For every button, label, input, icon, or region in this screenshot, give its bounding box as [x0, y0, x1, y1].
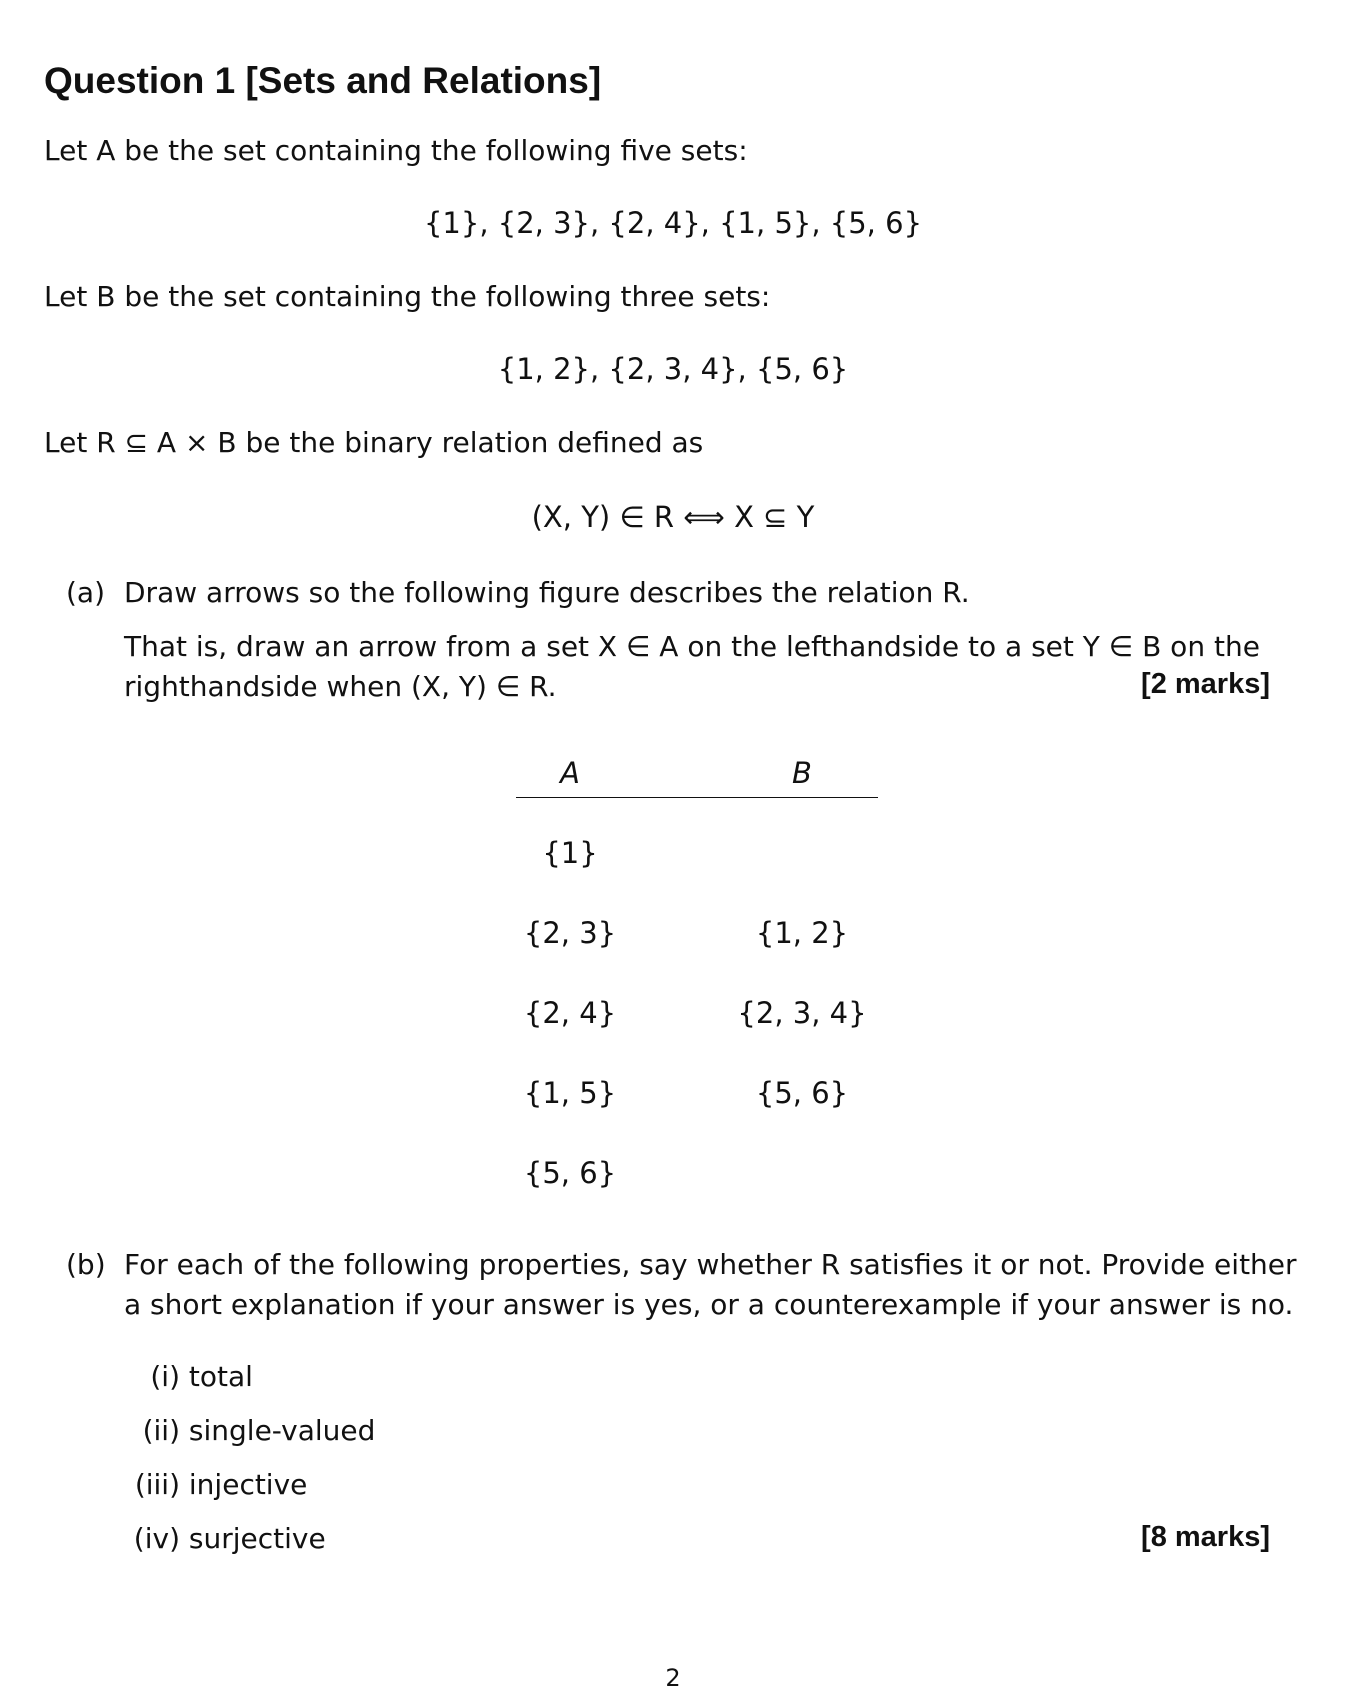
figure-header-a: A: [560, 756, 580, 790]
property-number: (iv): [133, 1522, 180, 1555]
left-set-item: {5, 6}: [523, 1156, 617, 1190]
left-set-item: {2, 4}: [523, 996, 617, 1030]
part-a-line2: That is, draw an arrow from a set X ∈ A on the lefthandside to a set Y ∈ B on the: [124, 630, 1260, 663]
figure-header-rule: [516, 797, 878, 798]
relation-definition: (X, Y) ∈ R ⟺ X ⊆ Y: [531, 500, 815, 534]
right-set-item: {1, 2}: [755, 916, 849, 950]
property-item: [110, 1360, 253, 1393]
page-number: 2: [665, 1664, 681, 1692]
property-text: surjective: [188, 1522, 326, 1555]
property-item: [110, 1414, 375, 1447]
part-a-line1: Draw arrows so the following figure describes the relation R.: [124, 576, 970, 609]
part-a-marks: [2 marks]: [1141, 668, 1270, 700]
left-set-item: {2, 3}: [523, 916, 617, 950]
part-b-marks: [8 marks]: [1141, 1521, 1270, 1553]
intro-set-a: Let A be the set containing the following five sets:: [44, 134, 748, 167]
right-set-item: {5, 6}: [755, 1076, 849, 1110]
left-set-item: {1}: [542, 836, 598, 870]
set-a-display: {1}, {2, 3}, {2, 4}, {1, 5}, {5, 6}: [423, 206, 923, 240]
intro-relation: Let R ⊆ A × B be the binary relation defined as: [44, 426, 704, 459]
property-item: [110, 1522, 326, 1555]
figure-header-b: B: [792, 756, 812, 790]
intro-set-b: Let B be the set containing the following three sets:: [44, 280, 771, 313]
property-text: single-valued: [188, 1414, 376, 1447]
part-a-line3: righthandside when (X, Y) ∈ R.: [124, 670, 557, 703]
property-number: (ii): [142, 1414, 180, 1447]
part-b-line1: For each of the following properties, say whether R satisfies it or not. Provide either: [124, 1248, 1297, 1281]
part-b-line2: a short explanation if your answer is yes, or a counterexample if your answer is no.: [124, 1288, 1294, 1321]
property-number: (iii): [134, 1468, 180, 1501]
part-a-label: (a): [66, 576, 106, 609]
part-b-label: (b): [66, 1248, 106, 1281]
left-set-item: {1, 5}: [523, 1076, 617, 1110]
property-text: injective: [188, 1468, 308, 1501]
right-set-item: {2, 3, 4}: [737, 996, 867, 1030]
set-b-display: {1, 2}, {2, 3, 4}, {5, 6}: [497, 352, 849, 386]
property-text: total: [188, 1360, 253, 1393]
question-title: Question 1 [Sets and Relations]: [44, 60, 602, 101]
property-item: [110, 1468, 307, 1501]
property-number: (i): [150, 1360, 180, 1393]
